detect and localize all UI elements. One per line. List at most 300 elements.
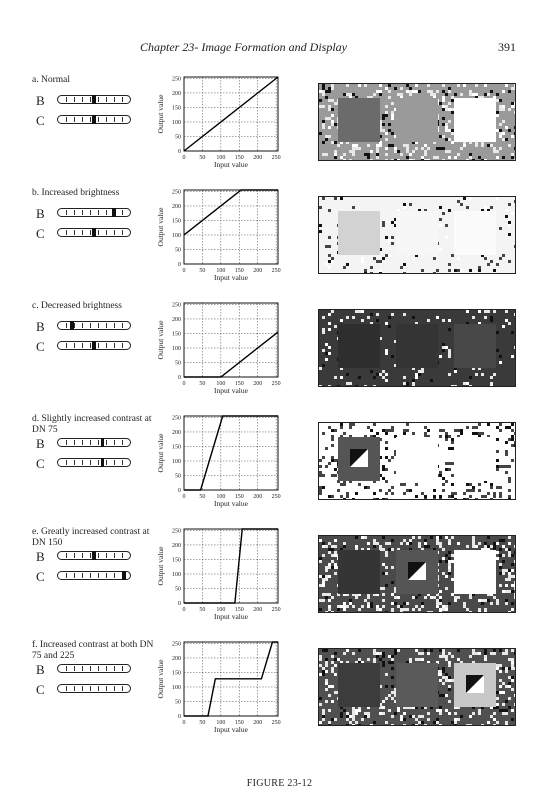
- noise-pixel: [382, 593, 385, 596]
- noise-pixel: [334, 474, 337, 477]
- noise-pixel: [322, 474, 325, 477]
- noise-pixel: [493, 545, 496, 548]
- noise-pixel: [451, 111, 454, 114]
- x-tick-label: 0: [182, 494, 186, 500]
- noise-pixel: [448, 572, 451, 575]
- noise-pixel: [331, 474, 334, 477]
- noise-pixel: [448, 447, 451, 450]
- noise-pixel: [448, 263, 451, 266]
- noise-pixel: [412, 150, 415, 153]
- noise-pixel: [358, 483, 361, 486]
- gray-square: [338, 98, 380, 142]
- transfer-function-chart: [154, 188, 294, 288]
- y-tick-label: 100: [172, 458, 181, 465]
- noise-pixel: [445, 236, 448, 239]
- noise-pixel: [439, 694, 442, 697]
- contrast-slider-knob[interactable]: [92, 341, 96, 350]
- noise-pixel: [442, 99, 445, 102]
- x-tick-label: 100: [216, 607, 226, 613]
- noise-pixel: [496, 465, 499, 468]
- panel-row-e: [0, 527, 559, 637]
- test-image-svg: [318, 196, 516, 274]
- noise-pixel: [445, 587, 448, 590]
- noise-pixel: [505, 84, 508, 87]
- y-tick-label: 50: [175, 134, 181, 141]
- brightness-slider[interactable]: [57, 551, 131, 560]
- noise-pixel: [385, 554, 388, 557]
- noise-pixel: [457, 84, 460, 87]
- noise-pixel: [334, 429, 337, 432]
- noise-pixel: [379, 545, 382, 548]
- noise-pixel: [502, 90, 505, 93]
- slider-tick: [90, 117, 91, 122]
- noise-pixel: [391, 429, 394, 432]
- noise-pixel: [334, 545, 337, 548]
- slider-tick: [82, 323, 83, 328]
- noise-pixel: [487, 492, 490, 495]
- slider-tick: [106, 573, 107, 578]
- test-image: [318, 648, 516, 726]
- noise-pixel: [439, 649, 442, 652]
- noise-pixel: [484, 599, 487, 602]
- noise-pixel: [373, 93, 376, 96]
- noise-pixel: [451, 578, 454, 581]
- noise-pixel: [391, 676, 394, 679]
- noise-pixel: [385, 441, 388, 444]
- noise-pixel: [334, 566, 337, 569]
- noise-pixel: [376, 313, 379, 316]
- noise-pixel: [388, 96, 391, 99]
- noise-pixel: [376, 605, 379, 608]
- brightness-slider-row: [36, 320, 136, 334]
- noise-pixel: [433, 257, 436, 260]
- brightness-slider-knob[interactable]: [70, 321, 74, 330]
- noise-pixel: [511, 667, 514, 670]
- noise-pixel: [421, 269, 424, 272]
- x-tick-label: 250: [271, 607, 281, 613]
- noise-pixel: [511, 554, 514, 557]
- x-tick-label: 100: [216, 268, 226, 274]
- noise-pixel: [439, 596, 442, 599]
- noise-pixel: [325, 545, 328, 548]
- noise-pixel: [511, 153, 514, 156]
- noise-pixel: [445, 435, 448, 438]
- chart-svg: [154, 640, 294, 740]
- noise-pixel: [391, 667, 394, 670]
- noise-pixel: [493, 596, 496, 599]
- noise-pixel: [328, 605, 331, 608]
- noise-pixel: [481, 432, 484, 435]
- contrast-slider[interactable]: [57, 684, 131, 693]
- brightness-slider-knob[interactable]: [92, 551, 96, 560]
- noise-pixel: [322, 432, 325, 435]
- noise-pixel: [508, 658, 511, 661]
- noise-pixel: [319, 655, 322, 658]
- noise-pixel: [421, 370, 424, 373]
- noise-pixel: [355, 492, 358, 495]
- contrast-slider[interactable]: [57, 228, 131, 237]
- noise-pixel: [322, 575, 325, 578]
- noise-pixel: [382, 492, 385, 495]
- noise-pixel: [499, 108, 502, 111]
- noise-pixel: [496, 444, 499, 447]
- noise-pixel: [331, 108, 334, 111]
- noise-pixel: [463, 492, 466, 495]
- noise-pixel: [469, 153, 472, 156]
- noise-pixel: [415, 483, 418, 486]
- noise-pixel: [436, 542, 439, 545]
- y-tick-label: 0: [178, 488, 181, 494]
- noise-pixel: [397, 423, 400, 426]
- noise-pixel: [355, 147, 358, 150]
- noise-pixel: [391, 655, 394, 658]
- y-axis-label: Output value: [156, 207, 165, 247]
- noise-pixel: [319, 599, 322, 602]
- noise-pixel: [382, 605, 385, 608]
- noise-pixel: [331, 310, 334, 313]
- noise-pixel: [391, 715, 394, 718]
- slider-tick: [98, 440, 99, 445]
- noise-pixel: [439, 706, 442, 709]
- noise-pixel: [319, 697, 322, 700]
- noise-pixel: [370, 370, 373, 373]
- noise-pixel: [331, 667, 334, 670]
- noise-pixel: [370, 602, 373, 605]
- noise-pixel: [334, 123, 337, 126]
- noise-pixel: [346, 605, 349, 608]
- noise-pixel: [448, 566, 451, 569]
- noise-pixel: [442, 343, 445, 346]
- noise-pixel: [508, 578, 511, 581]
- noise-pixel: [334, 459, 337, 462]
- noise-pixel: [346, 93, 349, 96]
- noise-pixel: [436, 721, 439, 724]
- noise-pixel: [475, 93, 478, 96]
- noise-pixel: [319, 703, 322, 706]
- noise-pixel: [367, 426, 370, 429]
- noise-pixel: [445, 468, 448, 471]
- noise-pixel: [481, 599, 484, 602]
- slider-tick: [98, 573, 99, 578]
- noise-pixel: [346, 649, 349, 652]
- noise-pixel: [502, 712, 505, 715]
- noise-pixel: [394, 649, 397, 652]
- noise-pixel: [328, 599, 331, 602]
- contrast-slider[interactable]: [57, 115, 131, 124]
- noise-pixel: [487, 93, 490, 96]
- noise-pixel: [337, 658, 340, 661]
- noise-pixel: [487, 263, 490, 266]
- noise-pixel: [322, 554, 325, 557]
- noise-pixel: [406, 423, 409, 426]
- noise-pixel: [499, 670, 502, 673]
- noise-pixel: [499, 649, 502, 652]
- brightness-slider-knob[interactable]: [92, 95, 96, 104]
- noise-pixel: [433, 495, 436, 498]
- noise-pixel: [403, 382, 406, 385]
- plot-frame: [184, 190, 278, 264]
- noise-pixel: [445, 465, 448, 468]
- noise-pixel: [433, 93, 436, 96]
- noise-pixel: [466, 483, 469, 486]
- noise-pixel: [376, 652, 379, 655]
- noise-pixel: [499, 257, 502, 260]
- brightness-slider[interactable]: [57, 321, 131, 330]
- noise-pixel: [424, 596, 427, 599]
- brightness-slider-knob[interactable]: [101, 438, 105, 447]
- x-tick-label: 200: [253, 720, 263, 726]
- gray-square: [396, 663, 438, 707]
- noise-pixel: [505, 569, 508, 572]
- noise-pixel: [322, 673, 325, 676]
- noise-pixel: [493, 652, 496, 655]
- brightness-label: B: [36, 319, 45, 334]
- noise-pixel: [457, 658, 460, 661]
- noise-pixel: [406, 90, 409, 93]
- contrast-slider-knob[interactable]: [101, 458, 105, 467]
- noise-pixel: [394, 712, 397, 715]
- contrast-slider-knob[interactable]: [92, 228, 96, 237]
- noise-pixel: [394, 147, 397, 150]
- noise-pixel: [403, 429, 406, 432]
- noise-pixel: [448, 480, 451, 483]
- noise-pixel: [406, 602, 409, 605]
- noise-pixel: [325, 664, 328, 667]
- noise-pixel: [511, 590, 514, 593]
- slider-tick: [74, 553, 75, 558]
- noise-pixel: [415, 649, 418, 652]
- noise-pixel: [454, 370, 457, 373]
- chapter-title: Chapter 23- Image Formation and Display: [140, 40, 347, 54]
- noise-pixel: [445, 108, 448, 111]
- noise-pixel: [328, 209, 331, 212]
- noise-pixel: [505, 602, 508, 605]
- y-tick-label: 50: [175, 699, 181, 706]
- noise-pixel: [472, 712, 475, 715]
- noise-pixel: [397, 649, 400, 652]
- noise-pixel: [361, 310, 364, 313]
- noise-pixel: [439, 474, 442, 477]
- noise-pixel: [385, 322, 388, 325]
- noise-pixel: [376, 90, 379, 93]
- noise-pixel: [331, 87, 334, 90]
- contrast-slider-knob[interactable]: [122, 571, 126, 580]
- noise-pixel: [439, 599, 442, 602]
- noise-pixel: [322, 349, 325, 352]
- noise-pixel: [322, 584, 325, 587]
- noise-pixel: [352, 93, 355, 96]
- noise-pixel: [445, 126, 448, 129]
- noise-pixel: [475, 84, 478, 87]
- noise-pixel: [460, 203, 463, 206]
- noise-pixel: [382, 123, 385, 126]
- page-header: [0, 40, 559, 60]
- noise-pixel: [385, 373, 388, 376]
- noise-pixel: [469, 269, 472, 272]
- noise-pixel: [319, 465, 322, 468]
- noise-pixel: [376, 156, 379, 159]
- noise-pixel: [328, 328, 331, 331]
- slider-tick: [82, 210, 83, 215]
- noise-pixel: [505, 590, 508, 593]
- noise-pixel: [436, 269, 439, 272]
- slider-tick: [90, 97, 91, 102]
- x-tick-label: 50: [199, 720, 206, 726]
- slider-tick: [114, 323, 115, 328]
- noise-pixel: [448, 120, 451, 123]
- noise-pixel: [424, 432, 427, 435]
- noise-pixel: [328, 423, 331, 426]
- noise-pixel: [490, 316, 493, 319]
- brightness-slider[interactable]: [57, 208, 131, 217]
- noise-pixel: [373, 721, 376, 724]
- noise-pixel: [457, 269, 460, 272]
- noise-pixel: [442, 670, 445, 673]
- noise-pixel: [439, 471, 442, 474]
- noise-pixel: [322, 578, 325, 581]
- slider-tick: [90, 440, 91, 445]
- noise-pixel: [508, 129, 511, 132]
- y-tick-label: 50: [175, 360, 181, 367]
- noise-pixel: [454, 93, 457, 96]
- noise-pixel: [385, 153, 388, 156]
- noise-pixel: [472, 545, 475, 548]
- noise-pixel: [469, 495, 472, 498]
- plot-frame: [184, 416, 278, 490]
- noise-pixel: [328, 90, 331, 93]
- noise-pixel: [382, 563, 385, 566]
- noise-pixel: [391, 581, 394, 584]
- noise-pixel: [421, 602, 424, 605]
- y-tick-label: 250: [172, 302, 181, 309]
- noise-pixel: [451, 447, 454, 450]
- noise-pixel: [430, 649, 433, 652]
- noise-pixel: [322, 438, 325, 441]
- noise-pixel: [328, 563, 331, 566]
- noise-pixel: [508, 682, 511, 685]
- slider-tick: [82, 686, 83, 691]
- noise-pixel: [361, 319, 364, 322]
- noise-pixel: [505, 685, 508, 688]
- noise-pixel: [370, 313, 373, 316]
- noise-pixel: [352, 144, 355, 147]
- noise-pixel: [502, 652, 505, 655]
- brightness-slider[interactable]: [57, 438, 131, 447]
- noise-pixel: [388, 84, 391, 87]
- contrast-slider[interactable]: [57, 341, 131, 350]
- brightness-slider-knob[interactable]: [112, 208, 116, 217]
- noise-pixel: [391, 313, 394, 316]
- noise-pixel: [346, 492, 349, 495]
- noise-pixel: [442, 667, 445, 670]
- noise-pixel: [406, 147, 409, 150]
- noise-pixel: [475, 373, 478, 376]
- noise-pixel: [496, 263, 499, 266]
- noise-pixel: [442, 105, 445, 108]
- noise-pixel: [478, 310, 481, 313]
- noise-pixel: [325, 447, 328, 450]
- noise-pixel: [445, 346, 448, 349]
- noise-pixel: [448, 462, 451, 465]
- noise-pixel: [340, 429, 343, 432]
- brightness-label: B: [36, 206, 45, 221]
- slider-tick: [106, 686, 107, 691]
- noise-pixel: [439, 679, 442, 682]
- noise-pixel: [385, 551, 388, 554]
- transfer-function-chart: [154, 75, 294, 175]
- noise-pixel: [427, 319, 430, 322]
- noise-pixel: [376, 144, 379, 147]
- noise-pixel: [445, 673, 448, 676]
- panel-caption: f. Increased contrast at both DN 75 and 225: [32, 640, 154, 661]
- slider-tick: [74, 460, 75, 465]
- slider-tick: [106, 343, 107, 348]
- noise-pixel: [388, 129, 391, 132]
- noise-pixel: [331, 84, 334, 87]
- noise-pixel: [448, 712, 451, 715]
- noise-pixel: [367, 144, 370, 147]
- chart-svg: [154, 188, 294, 288]
- noise-pixel: [319, 456, 322, 459]
- noise-pixel: [508, 426, 511, 429]
- x-tick-label: 250: [271, 494, 281, 500]
- contrast-slider[interactable]: [57, 458, 131, 467]
- noise-pixel: [403, 144, 406, 147]
- noise-pixel: [505, 209, 508, 212]
- noise-pixel: [322, 542, 325, 545]
- contrast-slider[interactable]: [57, 571, 131, 580]
- noise-pixel: [385, 111, 388, 114]
- noise-pixel: [388, 548, 391, 551]
- noise-pixel: [451, 438, 454, 441]
- noise-pixel: [334, 718, 337, 721]
- noise-pixel: [439, 655, 442, 658]
- slider-tick: [122, 323, 123, 328]
- noise-pixel: [391, 691, 394, 694]
- brightness-slider[interactable]: [57, 664, 131, 673]
- noise-pixel: [499, 584, 502, 587]
- noise-pixel: [358, 84, 361, 87]
- y-tick-label: 0: [178, 375, 181, 381]
- brightness-slider[interactable]: [57, 95, 131, 104]
- noise-pixel: [496, 197, 499, 200]
- contrast-slider-knob[interactable]: [92, 115, 96, 124]
- noise-pixel: [478, 599, 481, 602]
- noise-pixel: [355, 545, 358, 548]
- noise-pixel: [439, 545, 442, 548]
- noise-pixel: [508, 224, 511, 227]
- noise-pixel: [502, 465, 505, 468]
- noise-pixel: [445, 658, 448, 661]
- x-tick-label: 50: [199, 155, 206, 161]
- noise-pixel: [466, 310, 469, 313]
- noise-pixel: [448, 602, 451, 605]
- noise-pixel: [478, 266, 481, 269]
- noise-pixel: [508, 575, 511, 578]
- noise-pixel: [403, 718, 406, 721]
- noise-pixel: [493, 542, 496, 545]
- slider-tick: [106, 666, 107, 671]
- noise-pixel: [451, 721, 454, 724]
- noise-pixel: [439, 355, 442, 358]
- test-image: [318, 309, 516, 387]
- noise-pixel: [340, 156, 343, 159]
- noise-pixel: [466, 206, 469, 209]
- noise-pixel: [406, 382, 409, 385]
- x-tick-label: 150: [234, 381, 244, 387]
- noise-pixel: [478, 712, 481, 715]
- noise-pixel: [319, 471, 322, 474]
